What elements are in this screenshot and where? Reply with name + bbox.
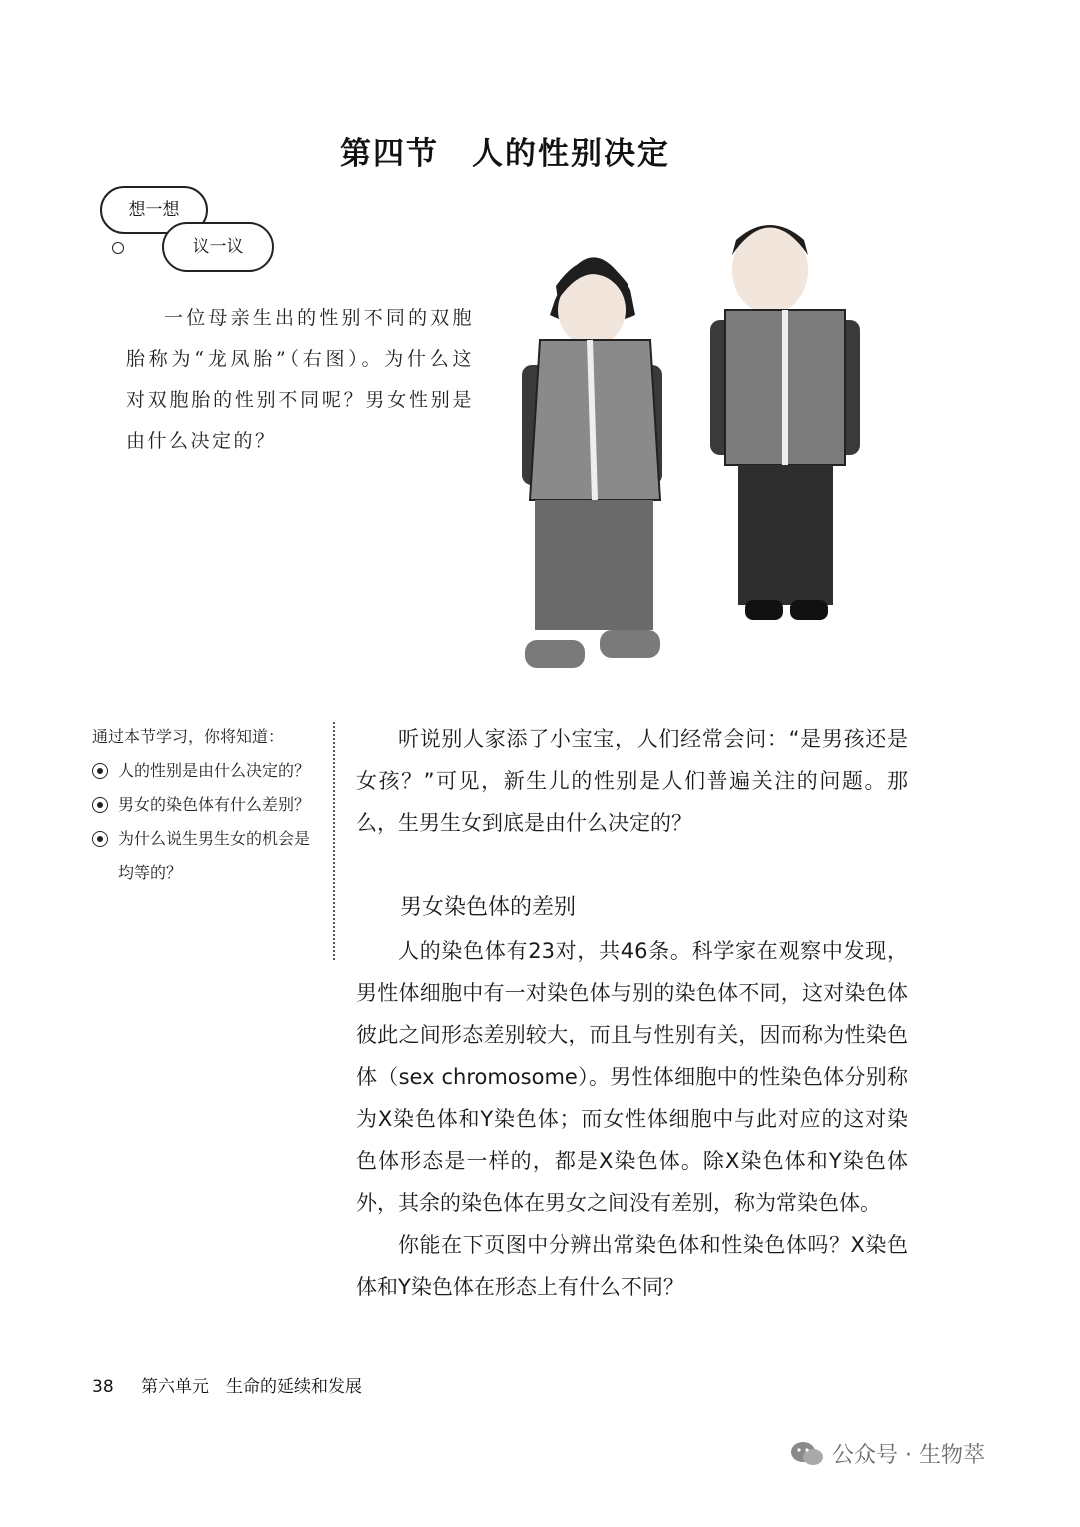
objective-item bbox=[92, 788, 322, 822]
objective-text: 人的性别是由什么决定的？ bbox=[118, 761, 311, 780]
watermark-text: 公众号 · 生物萃 bbox=[832, 1443, 985, 1468]
boy-figure bbox=[710, 225, 860, 620]
bullet-icon bbox=[92, 831, 108, 847]
paragraph-3: 你能在下页图中分辨出常染色体和性染色体吗？X染色体和Y染色体在形态上有什么不同？ bbox=[356, 1233, 908, 1299]
unit-title: 第六单元 生命的延续和发展 bbox=[141, 1377, 363, 1397]
learning-objectives bbox=[92, 720, 322, 890]
page-number: 38 bbox=[92, 1377, 114, 1397]
objectives-lead: 通过本节学习，你将知道： bbox=[92, 727, 285, 746]
subsection-heading: 男女染色体的差别 bbox=[400, 895, 577, 920]
wechat-icon bbox=[790, 1440, 824, 1468]
watermark bbox=[790, 1438, 985, 1469]
think-bubble: 想一想 bbox=[100, 186, 208, 234]
paragraph-1: 听说别人家添了小宝宝，人们经常会问：“是男孩还是女孩？”可见，新生儿的性别是人们普遍关注的问题。那么，生男生女到底是由什么决定的？ bbox=[356, 727, 908, 835]
sidebar-divider bbox=[333, 722, 335, 960]
section-title: 第四节 人的性别决定 bbox=[340, 136, 670, 172]
bullet-icon bbox=[92, 763, 108, 779]
intro-paragraph: 一位母亲生出的性别不同的双胞胎称为“龙凤胎”（右图）。为什么这对双胞胎的性别不同呢？男女性别是由什么决定的？ bbox=[126, 307, 474, 452]
main-text bbox=[356, 718, 908, 1308]
discuss-bubble: 议一议 bbox=[162, 222, 274, 272]
bubble-dot bbox=[112, 242, 124, 254]
paragraph-2: 人的染色体有23对，共46条。科学家在观察中发现，男性体细胞中有一对染色体与别的染色体不同，这对染色体彼此之间形态差别较大，而且与性别有关，因而称为性染色体（sex chromosome）。男性体细胞中的性染色体分别称为X染色体和Y染色体；而女性体细胞中与此对应的这对染色体形态是一样的，都是X染色体。除X染色体和Y染色体外，其余的染色体在男女之间没有差别，称为常染色体。 bbox=[356, 939, 908, 1215]
twins-photo bbox=[500, 200, 880, 700]
objective-text: 为什么说生男生女的机会是均等的？ bbox=[118, 829, 311, 882]
page-footer bbox=[92, 1372, 362, 1397]
girl-figure bbox=[522, 257, 662, 668]
objective-item bbox=[92, 822, 322, 890]
objective-text: 男女的染色体有什么差别？ bbox=[118, 795, 311, 814]
bullet-icon bbox=[92, 797, 108, 813]
objective-item bbox=[92, 754, 322, 788]
